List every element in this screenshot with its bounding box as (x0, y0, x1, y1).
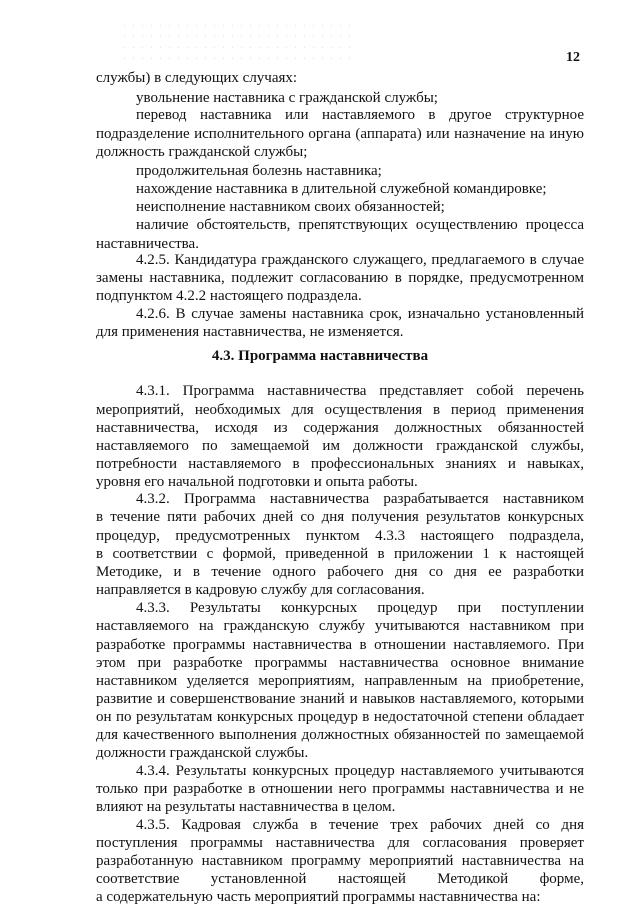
text-line: для применения наставничества, не изменяется. (96, 324, 404, 340)
text-line: службы) в следующих случаях: (96, 70, 298, 86)
text-line: поступления программы наставничества для согласования проверяет (96, 835, 584, 851)
text-line: наставником уделяется мероприятиям, направленным на приобретение, (96, 673, 584, 689)
text-line: только при разработке в отношении него программы наставничества и не (96, 781, 584, 797)
text-line: 4.3.3. Результаты конкурсных процедур при поступлении (136, 600, 584, 616)
text-line: 4.3.2. Программа наставничества разрабатывается наставником (136, 491, 584, 507)
scan-artifact (120, 20, 350, 60)
text-line: в течение пяти рабочих дней со дня получения результатов конкурсных (96, 509, 584, 525)
text-line: этом при разработке программы наставничества основное внимание (96, 655, 584, 671)
text-line: 4.3.1. Программа наставничества представляет собой перечень (136, 383, 584, 399)
text-line: соответствие установленной настоящей Методикой форме, (96, 871, 584, 887)
text-line: уровня его начальной подготовки и опыта работы. (96, 474, 418, 490)
text-line: наставничества, исходя из содержания должностных обязанностей (96, 420, 584, 436)
text-line: 4.2.6. В случае замены наставника срок, изначально установленный (136, 306, 584, 322)
text-line: потребности наставляемого в профессиональных знаниях и навыках, (96, 456, 584, 472)
text-line: в соответствии с формой, приведенной в приложении 1 к настоящей (96, 546, 584, 562)
text-line: а содержательную часть мероприятий программы наставничества на: (96, 889, 541, 905)
text-line: наставляемого по замещаемой им должности гражданской службы, (96, 438, 584, 454)
text-line: разработке программы наставничества в отношении наставляемого. При (96, 637, 584, 653)
text-line: нахождение наставника в длительной служебной командировке; (136, 181, 547, 197)
page-number: 12 (566, 50, 580, 65)
text-line: наличие обстоятельств, препятствующих осуществлению процесса (136, 217, 584, 233)
text-line: Методике, и в течение одного рабочего дня со дня ее разработки (96, 564, 584, 580)
text-line: 4.3.4. Результаты конкурсных процедур наставляемого учитываются (136, 763, 584, 779)
text-line: 4.3.5. Кадровая служба в течение трех рабочих дней со дня (136, 817, 584, 833)
text-line: развитие и совершенствование знаний и навыков наставляемого, которыми (96, 691, 584, 707)
text-line: разработанную наставником программу мероприятий наставничества на (96, 853, 584, 869)
text-line: подпунктом 4.2.2 настоящего подраздела. (96, 288, 362, 304)
text-line: влияют на результаты наставничества в целом. (96, 799, 396, 815)
text-line: процедур, предусмотренных пунктом 4.3.3 настоящего подраздела, (96, 528, 584, 544)
text-line: для качественного выполнения должностных обязанностей по замещаемой (96, 727, 584, 743)
text-line: направляется в кадровую службу для согласования. (96, 582, 425, 598)
text-line: подразделение исполнительного органа (аппарата) или назначение на иную (96, 126, 584, 142)
text-line: должность гражданской службы; (96, 144, 308, 160)
text-line: наставляемого на гражданскую службу учитываются наставником при (96, 618, 584, 634)
text-line: замены наставника, подлежит согласованию в порядке, предусмотренном (96, 270, 584, 286)
text-line: он по результатам конкурсных процедур в недостаточной степени обладает (96, 709, 584, 725)
text-line: неисполнение наставником своих обязанностей; (136, 199, 445, 215)
section-heading: 4.3. Программа наставничества (211, 348, 429, 364)
text-line: должности гражданской службы. (96, 745, 309, 761)
text-line: наставничества. (96, 236, 199, 252)
text-line: мероприятий, необходимых для осуществления в период применения (96, 402, 584, 418)
text-line: продолжительная болезнь наставника; (136, 163, 382, 179)
text-line: увольнение наставника с гражданской службы; (136, 90, 438, 106)
text-line: 4.2.5. Кандидатура гражданского служащего, предлагаемого в случае (136, 252, 584, 268)
text-line: перевод наставника или наставляемого в другое структурное (136, 107, 584, 123)
